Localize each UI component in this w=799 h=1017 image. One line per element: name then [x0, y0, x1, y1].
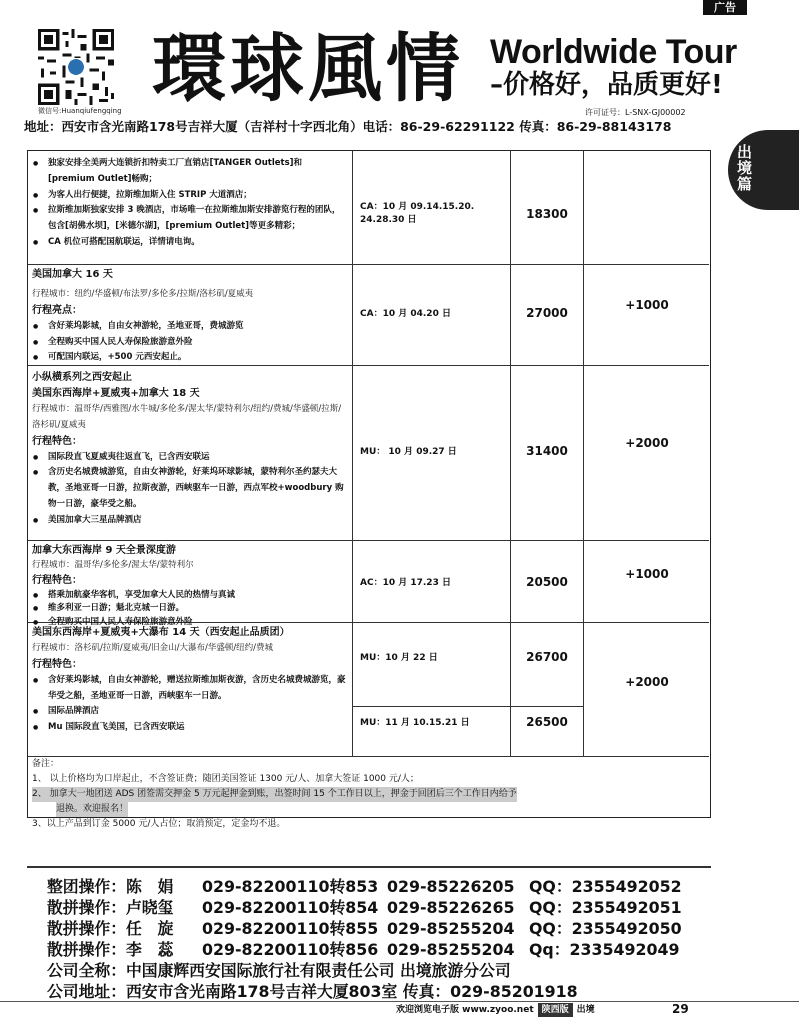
phone: 029-82200110转854: [202, 898, 379, 917]
brand-title: 環球風情: [152, 26, 464, 112]
tour-bullet: ● 国际段直飞夏威夷往返直飞，已含西安联运: [32, 450, 348, 466]
tour-cities: 行程城市：温哥华/多伦多/渥太华/蒙特利尔: [32, 560, 194, 570]
contact-row: [47, 939, 682, 960]
tour-dates: CA：10 月 04.20 日: [360, 309, 451, 319]
note-item: 2、 加拿大一地团送 ADS 团签需交押金 5 万元起押金到账，出签时间 15 个工作日以上，押金于回团后三个工作日内给予: [32, 787, 517, 802]
tour-bullet: ● CA 机位可搭配国航联运，详情请电询。: [32, 235, 348, 251]
tour-bullet: ● 含历史名城费城游览，自由女神游轮，好莱坞环球影城，蒙特利尔圣约瑟夫大教，圣地亚哥一日游，拉斯夜游，西峡驱车一日游，西点军校+woodbury 购物一日游，豪华受之船。: [32, 465, 348, 512]
tour-title: 美国东西海岸+夏威夷+加拿大 18 天: [32, 388, 200, 399]
tour-title: 小纵横系列之西安起止: [32, 372, 132, 383]
tour-supplement: +1000: [625, 298, 669, 312]
tour-bullet: ● 拉斯维加斯独家安排 3 晚酒店，市场唯一在拉斯维加斯安排游览行程的团队，包含[胡佛水坝]，[米德尔湖]，[premium Outlet]等更多精彩；: [32, 203, 348, 235]
tour-table: [27, 150, 711, 829]
phone: 029-85226205: [387, 877, 515, 896]
qr-code-icon: [38, 29, 114, 105]
qq: Qq：2335492049: [529, 940, 680, 959]
contact-block: [47, 876, 682, 1002]
tour-row: [28, 623, 709, 757]
divider: [27, 866, 711, 868]
footer: [396, 1003, 595, 1017]
tour-supplement: +1000: [625, 567, 669, 581]
tour-row: [28, 265, 709, 366]
company-address: 公司地址：西安市含光南路178号吉祥大厦803室 传真：029-85201918: [47, 982, 578, 1001]
qq: QQ：2355492051: [529, 898, 682, 917]
company-name: 公司全称：中国康辉西安国际旅行社有限责任公司 出境旅游分公司: [47, 961, 511, 980]
tour-title: 美国东西海岸+夏威夷+大瀑布 14 天（西安起止品质团）: [32, 627, 290, 638]
address-bar: 地址：西安市含光南路178号吉祥大厦（吉祥村十字西北角）电话：86-29-62291122 传真：86-29-88143178: [24, 119, 672, 134]
operator: 散拼操作：李 蕊: [47, 940, 174, 959]
tour-bullet: ● 全程购买中国人民人寿保险旅游意外险: [32, 616, 348, 630]
tour-dates: MU： 10 月 09.27 日: [360, 447, 457, 457]
license-number: 许可证号：L-SNX-GJ00002: [585, 108, 686, 117]
qq: QQ：2355492052: [529, 877, 682, 896]
phone: 029-85255204: [387, 940, 515, 959]
tour-features-label: 行程特色：: [32, 435, 82, 447]
contact-row: [47, 897, 682, 918]
phone: 029-85226265: [387, 898, 515, 917]
note-item: 退换。欢迎报名！: [56, 802, 128, 817]
phone: 029-82200110转853: [202, 877, 379, 896]
tour-title: 加拿大东西海岸 9 天全景深度游: [32, 545, 176, 556]
tour-row: [28, 151, 709, 265]
notes-label: 备注：: [32, 759, 60, 769]
side-tab-label: 出境篇: [737, 143, 753, 193]
tour-bullet: ● 美国加拿大三星品牌酒店: [32, 513, 348, 529]
tour-dates: MU：10 月 22 日: [360, 653, 438, 663]
tour-row: [28, 366, 709, 541]
tour-features-label: 行程特色：: [32, 574, 82, 586]
tour-price: 26500: [526, 715, 568, 729]
tour-supplement: +2000: [625, 436, 669, 450]
tour-dates: AC：10 月 17.23 日: [360, 578, 451, 588]
slogan: –价格好，品质更好!: [490, 70, 723, 100]
tour-bullet: ● 可配国内联运，+500 元西安起止。: [32, 350, 348, 366]
footer-text: 欢迎浏览电子版 www.zyoo.net: [396, 1005, 534, 1015]
operator: 整团操作：陈 娟: [47, 877, 174, 896]
tour-title: 美国加拿大 16 天: [32, 269, 113, 280]
tour-price: 20500: [526, 575, 568, 589]
footer-logo: 陕西版: [538, 1003, 573, 1017]
note-item: 1、 以上价格均为口岸起止，不含签证费；随团美国签证 1300 元/人、加拿大签证 1000 元/人；: [32, 774, 419, 784]
notes-section: [28, 757, 709, 829]
tour-bullet: ● 含好莱坞影城，自由女神游轮，赠送拉斯维加斯夜游，含历史名城费城游览，豪华受之船，圣地亚哥一日游，西峡驱车一日游。: [32, 673, 348, 705]
operator: 散拼操作：卢晓玺: [47, 898, 174, 917]
tour-bullet: ● 独家安排全美两大连锁折扣特卖工厂直销店[TANGER Outlets]和[premium Outlet]畅购；: [32, 156, 348, 188]
tour-price: 26700: [526, 650, 568, 664]
tour-bullet: ● 为客人出行便捷，拉斯维加斯入住 STRIP 大道酒店；: [32, 188, 348, 204]
tour-bullet: ● 含好莱坞影城，自由女神游轮，圣地亚哥，费城游览: [32, 319, 348, 335]
tour-cities: 行程城市：洛杉矶/拉斯/夏威夷/旧金山/大瀑布/华盛顿/纽约/费城: [32, 643, 274, 653]
tour-price: 27000: [526, 306, 568, 320]
tour-features-label: 行程亮点：: [32, 304, 82, 316]
operator: 散拼操作：任 旋: [47, 919, 174, 938]
tour-bullet: ● 全程购买中国人民人寿保险旅游意外险: [32, 335, 348, 351]
phone: 029-82200110转856: [202, 940, 379, 959]
brand-english: Worldwide Tour: [490, 33, 737, 71]
tour-features-label: 行程特色：: [32, 658, 82, 670]
qq: QQ：2355492050: [529, 919, 682, 938]
contact-row: [47, 876, 682, 897]
tour-cities: 行程城市：温哥华/西雅图/水牛城/多伦多/渥太华/蒙特利尔/纽约/费城/华盛顿/拉斯/洛杉矶/夏威夷: [32, 404, 342, 430]
tour-dates: MU：11 月 10.15.21 日: [360, 718, 470, 728]
tour-bullet: ● 搭乘加航豪华客机，享受加拿大人民的热情与真诚: [32, 589, 348, 603]
tour-price: 31400: [526, 444, 568, 458]
tour-bullet: ● 维多利亚一日游；魁北克城一日游。: [32, 602, 348, 616]
wechat-id: 微信号:Huanqiufengqing: [38, 107, 122, 115]
page-number: 29: [672, 1002, 689, 1016]
date-divider: [352, 706, 584, 707]
note-item: 3、以上产品到订金 5000 元/人占位；取消预定，定金均不退。: [32, 819, 286, 829]
tour-price: 18300: [526, 207, 568, 221]
tour-supplement: +2000: [625, 675, 669, 689]
phone: 029-82200110转855: [202, 919, 379, 938]
phone: 029-85255204: [387, 919, 515, 938]
tour-dates: CA：10 月 09.14.15.20. 24.28.30 日: [360, 202, 475, 225]
side-tab: [728, 130, 799, 210]
tour-bullet: ● Mu 国际段直飞美国，已含西安联运: [32, 720, 348, 736]
tour-bullet: ● 国际品牌酒店: [32, 704, 348, 720]
footer-section: 出境: [576, 1005, 595, 1015]
tour-cities: 行程城市：纽约/华盛顿/布法罗/多伦多/拉斯/洛杉矶/夏威夷: [32, 289, 254, 299]
tour-row: [28, 541, 709, 627]
contact-row: [47, 918, 682, 939]
ad-tag: 广告: [703, 0, 747, 15]
